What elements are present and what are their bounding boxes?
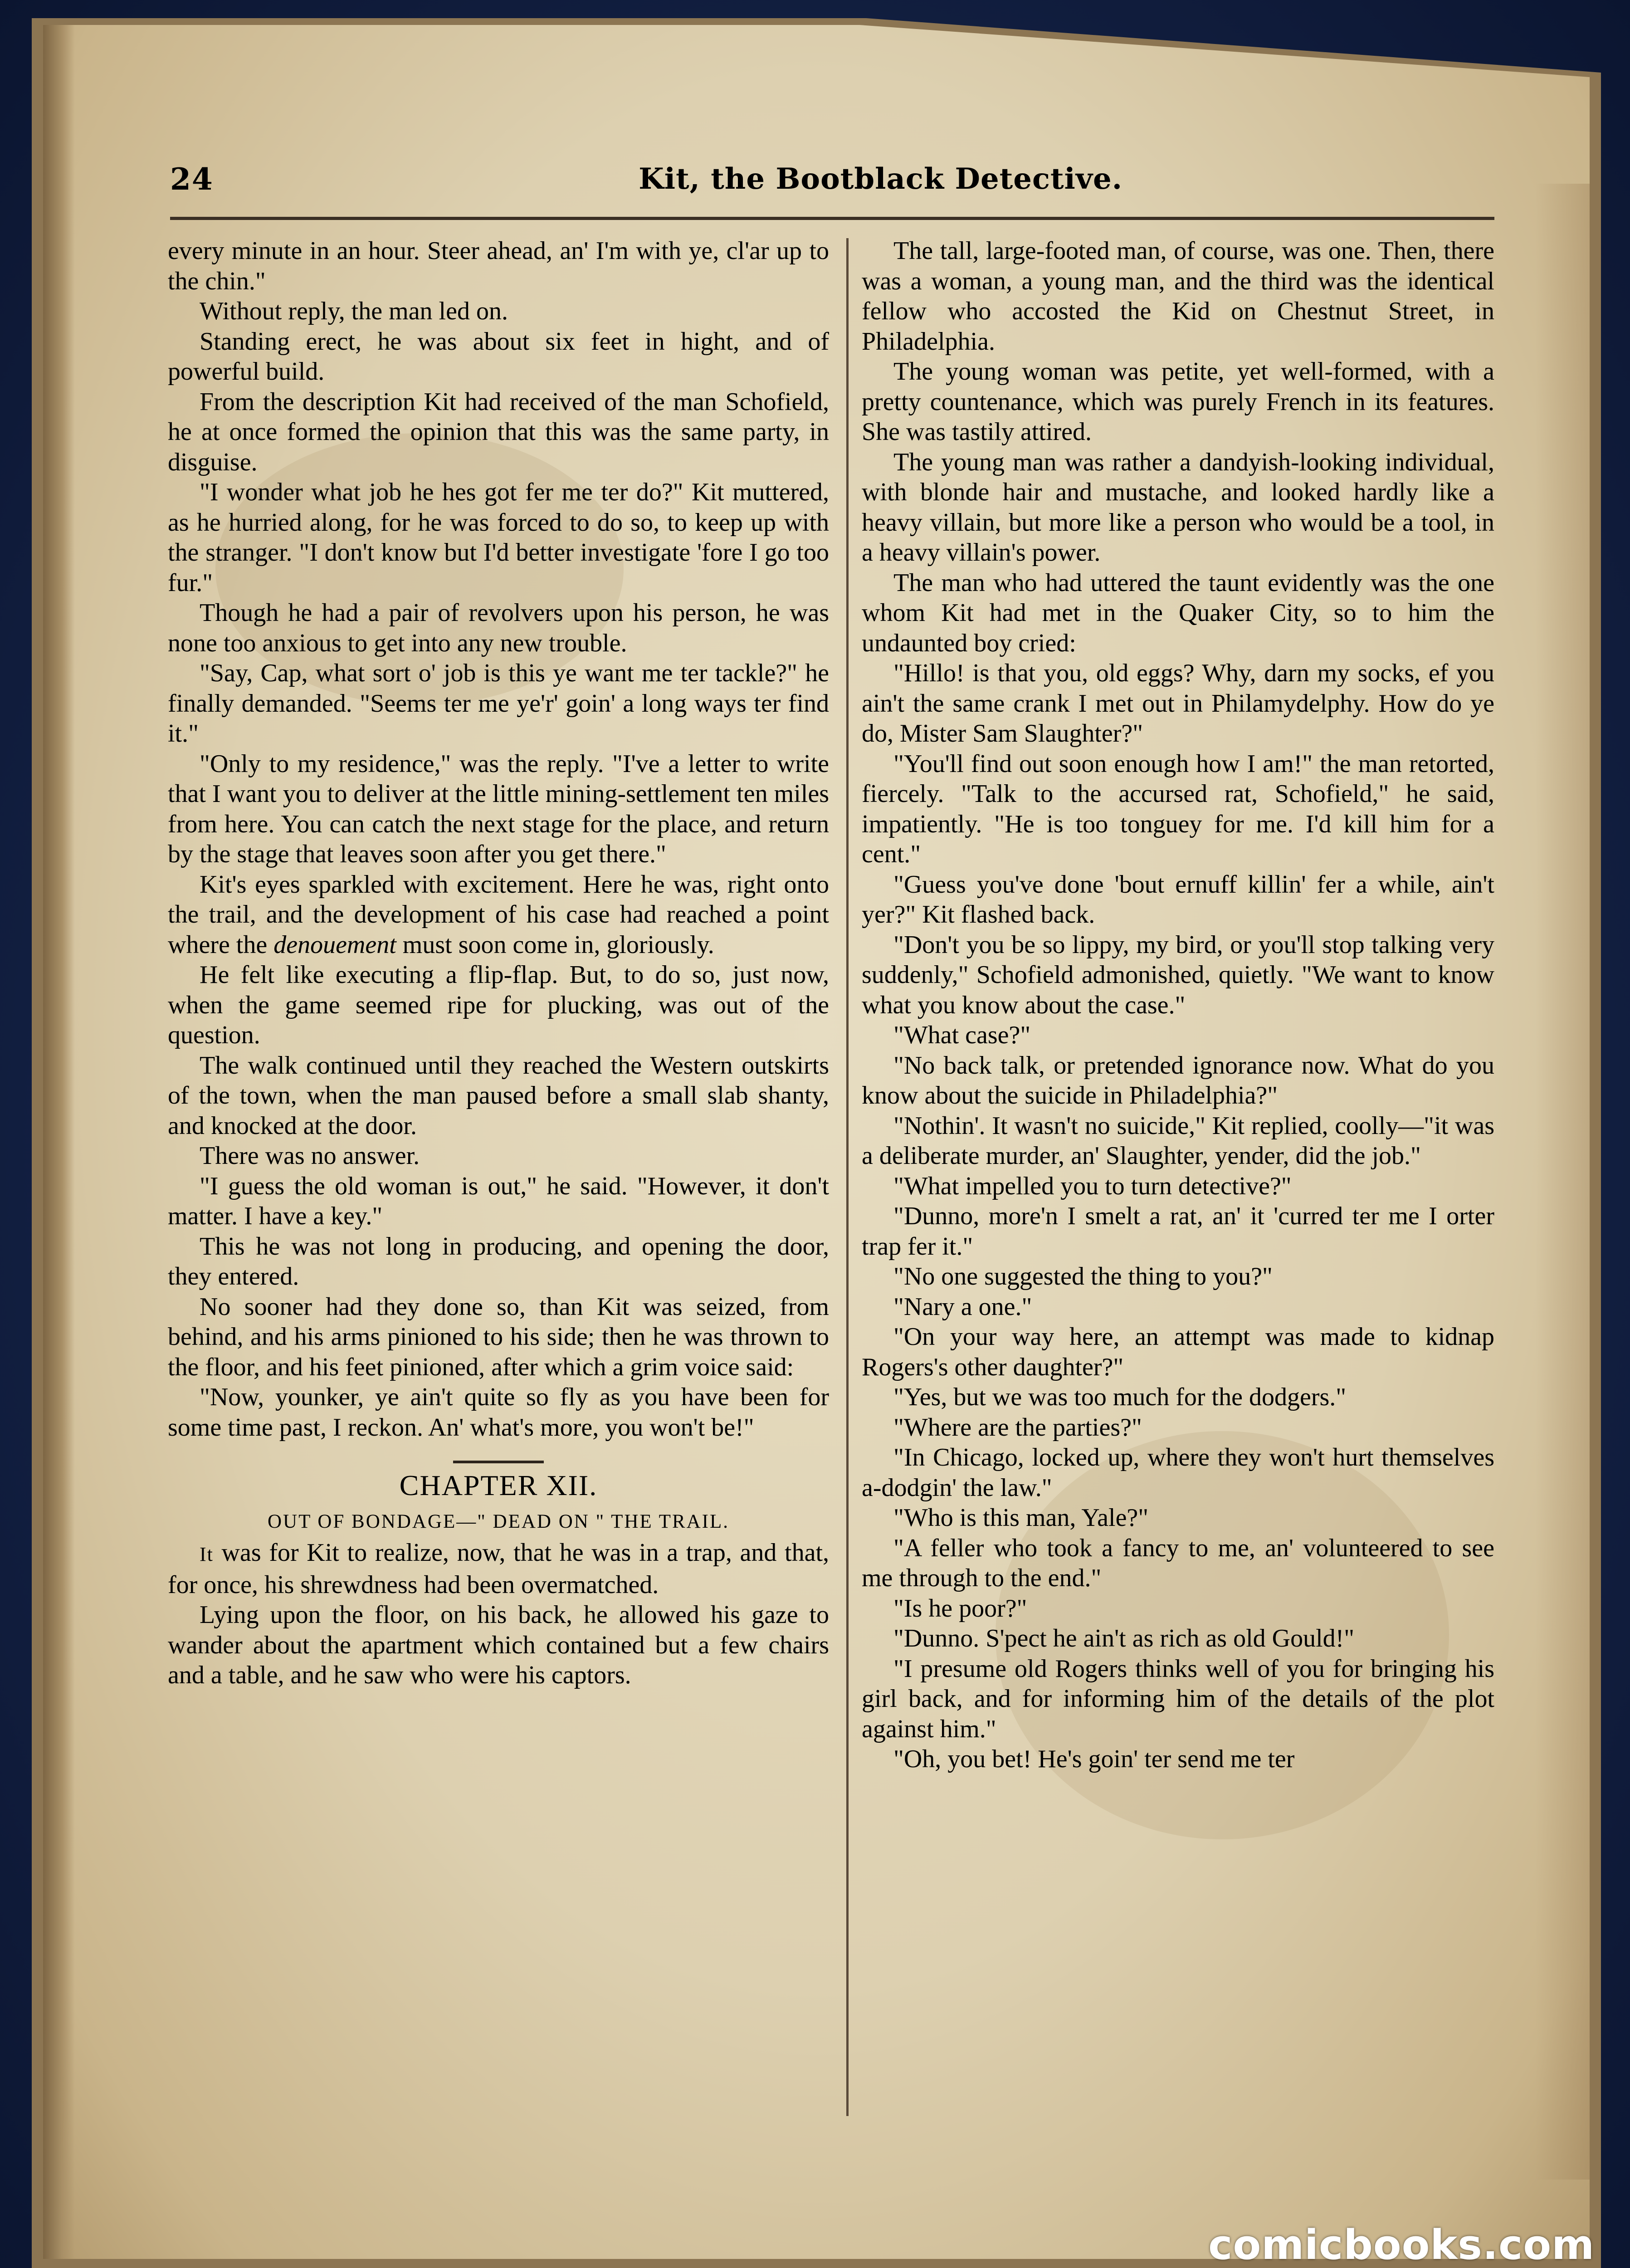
- paragraph: "I presume old Rogers thinks well of you for bringing his girl back, and for informing him of the details of the plot against him.": [862, 1654, 1494, 1743]
- paragraph: The young woman was petite, yet well-formed, with a pretty countenance, which was purely French in its features. She was tastily attired.: [862, 357, 1494, 446]
- paragraph: Lying upon the floor, on his back, he allowed his gaze to wander about the apartment which contained but a few chairs and a table, and he saw who were his captors.: [168, 1601, 829, 1689]
- paragraph: "Oh, you bet! He's goin' ter send me ter: [893, 1745, 1295, 1773]
- paragraph: The tall, large-footed man, of course, was one. Then, there was a woman, a young man, and the third was the identical fellow who accosted the Kid on Chestnut Street, in Philadelphia.: [862, 237, 1494, 356]
- paragraph: Without reply, the man led on.: [200, 297, 508, 325]
- paragraph: "What impelled you to turn detective?": [893, 1172, 1292, 1200]
- paragraph: "I guess the old woman is out," he said. "However, it don't matter. I have a key.": [168, 1172, 829, 1230]
- column-divider: [846, 238, 849, 2116]
- paragraph: There was no answer.: [200, 1142, 420, 1170]
- right-column-text: [862, 236, 1494, 1774]
- page-binding-edge: [43, 25, 75, 2259]
- paragraph: [168, 1538, 829, 1600]
- paragraph: Though he had a pair of revolvers upon his person, he was none too anxious to get into any new trouble.: [168, 599, 829, 657]
- paragraph: The man who had uttered the taunt evidently was the one whom Kit had met in the Quaker City, so to him the undaunted boy cried:: [862, 568, 1494, 657]
- watermark: comicbooks.com: [1208, 2221, 1595, 2268]
- paragraph: [168, 870, 829, 960]
- paragraph: "In Chicago, locked up, where they won't hurt themselves a-dodgin' the law.": [862, 1443, 1494, 1502]
- paragraph: "Who is this man, Yale?": [893, 1504, 1149, 1532]
- paragraph: No sooner had they done so, than Kit was seized, from behind, and his arms pinioned to his side; then he was thrown to the floor, and his feet pinioned, after which a grim voice said:: [168, 1292, 829, 1381]
- paragraph: "Nothin'. It wasn't no suicide," Kit replied, coolly—"it was a deliberate murder, an' Slaughter, yender, did the job.": [862, 1111, 1494, 1170]
- paragraph: "Nary a one.": [893, 1292, 1032, 1321]
- paragraph: "No back talk, or pretended ignorance now. What do you know about the suicide in Philadelphia?": [862, 1051, 1494, 1110]
- paragraph: "On your way here, an attempt was made to kidnap Rogers's other daughter?": [862, 1323, 1494, 1381]
- chapter-rule: [453, 1461, 544, 1463]
- paragraph: "You'll find out soon enough how I am!" the man retorted, fiercely. "Talk to the accursed rat, Schofield," he said, impatiently. "He is too tonguey for me. I'd kill him for a cent.": [862, 749, 1494, 868]
- paragraph: He felt like executing a flip-flap. But, to do so, just now, when the game seemed ripe for plucking, was out of the question.: [168, 961, 829, 1049]
- text-run: Kit's eyes sparkled with excitement. Here he was, right onto the trail, and the development of his case had reached a point where the: [168, 870, 829, 959]
- running-title: Kit, the Bootblack Detective.: [639, 162, 1122, 196]
- paragraph: every minute in an hour. Steer ahead, an' I'm with ye, cl'ar up to the chin.": [168, 237, 829, 295]
- paragraph: "Only to my residence," was the reply. "I've a letter to write that I want you to deliver at the little mining-settlement ten miles from here. You can catch the next stage for the place, and return by the stage that leaves soon after you get there.": [168, 749, 829, 868]
- paragraph: From the description Kit had received of the man Schofield, he at once formed the opinion that this was the same party, in disguise.: [168, 387, 829, 476]
- paragraph: "A feller who took a fancy to me, an' volunteered to see me through to the end.": [862, 1534, 1494, 1592]
- paragraph: This he was not long in producing, and opening the door, they entered.: [168, 1232, 829, 1290]
- paragraph: Standing erect, he was about six feet in hight, and of powerful build.: [168, 327, 829, 386]
- paragraph: "No one suggested the thing to you?": [893, 1262, 1273, 1290]
- paragraph: The walk continued until they reached the Western outskirts of the town, when the man paused before a small slab shanty, and knocked at the door.: [168, 1051, 829, 1140]
- chapter-title: CHAPTER XII.: [399, 1469, 598, 1501]
- header-rule: [170, 217, 1494, 220]
- paragraph: "Don't you be so lippy, my bird, or you'll stop talking very suddenly," Schofield admonished, quietly. "We want to know what you know about the case.": [862, 930, 1494, 1019]
- text-run: was for Kit to realize, now, that he was in a trap, and that, for once, his shrewdness had been overmatched.: [168, 1539, 829, 1599]
- paragraph: "Guess you've done 'bout ernuff killin' fer a while, ain't yer?" Kit flashed back.: [862, 870, 1494, 929]
- chapter-subtitle: OUT OF BONDAGE—" DEAD ON " THE TRAIL.: [267, 1511, 730, 1532]
- paragraph: "Now, younker, ye ain't quite so fly as you have been for some time past, I reckon. An' what's more, you won't be!": [168, 1383, 829, 1442]
- paragraph: "Where are the parties?": [893, 1413, 1142, 1442]
- paragraph: "Hillo! is that you, old eggs? Why, darn my socks, ef you ain't the same crank I met out in Philamydelphy. How do ye do, Mister Sam Slaughter?": [862, 659, 1494, 748]
- paragraph: "Yes, but we was too much for the dodgers.": [893, 1383, 1347, 1411]
- paragraph: "Say, Cap, what sort o' job is this ye want me ter tackle?" he finally demanded. "Seems ter me ye'r' goin' a long ways ter find it.": [168, 659, 829, 748]
- italic-word: denouement: [273, 930, 396, 959]
- chapter-lead-word: It: [200, 1543, 214, 1565]
- paragraph: "Dunno. S'pect he ain't as rich as old Gould!": [893, 1624, 1355, 1652]
- page-right-edge: [1535, 184, 1590, 2180]
- paragraph: "I wonder what job he hes got fer me ter do?" Kit muttered, as he hurried along, for he was forced to do so, to keep up with the stranger. "I don't know but I'd better investigate 'fore I go too fur.": [168, 478, 829, 597]
- paragraph: "What case?": [893, 1021, 1031, 1049]
- paragraph: "Is he poor?": [893, 1594, 1027, 1623]
- page-number: 24: [170, 161, 214, 197]
- page-header: [170, 156, 1122, 206]
- paragraph: "Dunno, more'n I smelt a rat, an' it 'curred ter me I orter trap fer it.": [862, 1202, 1494, 1261]
- left-column: [168, 236, 829, 1691]
- paragraph: The young man was rather a dandyish-looking individual, with blonde hair and mustache, and looked hardly like a heavy villain, but more like a person who would be a tool, in a heavy villain's power.: [862, 448, 1494, 567]
- chapter-heading: [168, 1442, 829, 1538]
- text-run: must soon come in, gloriously.: [396, 930, 714, 959]
